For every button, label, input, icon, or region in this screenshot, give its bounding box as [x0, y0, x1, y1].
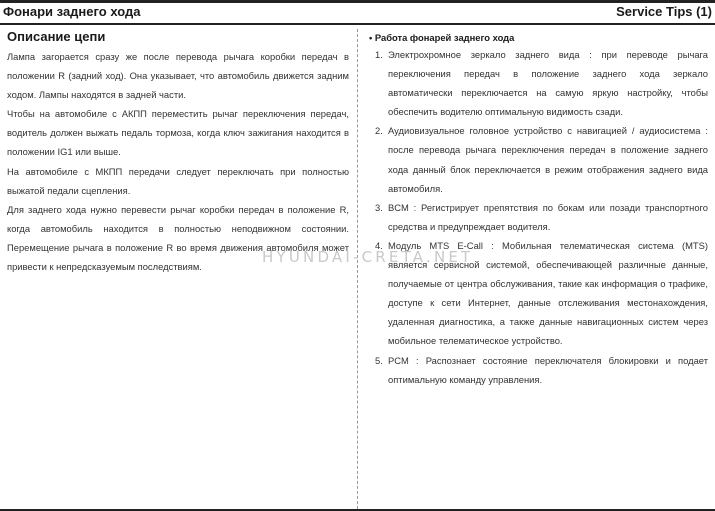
list-number: 4.: [375, 239, 383, 251]
list-text: Модуль MTS E-Call : Мобильная телематическая система (MTS) является сервисной системой, обеспечивающей различные данные, получаемые от центра обслуживания, такие как информация о трафике, доступе к сети Интернет, данные отслеживания местонахождения, удаленная диагностика, а также данные навигационных систем через мобильное телематическое устройство.: [388, 239, 708, 347]
list-item: [369, 351, 708, 389]
circuit-description-heading: Описание цепи: [7, 29, 106, 44]
operation-heading: • Работа фонарей заднего хода: [369, 32, 515, 43]
service-tips-label: Service Tips (1): [616, 4, 712, 19]
list-text: BCM : Регистрирует препятствия по бокам или позади транспортного средства и предупреждает водителя.: [388, 201, 708, 232]
description-paragraph: Для заднего хода нужно перевести рычаг коробки передач в положение R, когда автомобиль находится в полностью неподвижном состоянии. Перемещение рычага в положение R во время движения автомобиля может привести к непредсказуемым последствиям.: [7, 203, 349, 273]
watermark: HYUNDAI-CRETA.NET: [262, 248, 474, 266]
list-number: 5.: [375, 354, 383, 366]
operation-list: [369, 45, 708, 389]
list-number: 3.: [375, 201, 383, 213]
operation-section: [369, 31, 708, 389]
list-number: 1.: [375, 49, 383, 60]
list-number: 2.: [375, 125, 383, 137]
list-item: [369, 198, 708, 236]
description-paragraph: Лампа загорается сразу же после перевода рычага коробки передач в положении R (задний ход). Она указывает, что автомобиль движется задним ходом. Лампы находятся в задней части.: [7, 51, 349, 101]
list-item: [369, 121, 708, 197]
page-title: Фонари заднего хода: [3, 4, 141, 19]
list-text: Аудиовизуальное головное устройство с навигацией / аудиосистема : после перевода рычага переключения передач в положение заднего хода данный блок переключается в режим отображения заднего вида автомобиля.: [388, 125, 708, 194]
description-paragraph: На автомобиле с МКПП передачи следует переключать при полностью выжатой педали сцепления.: [7, 165, 349, 196]
list-item: [369, 45, 708, 121]
description-paragraph: Чтобы на автомобиле с АКПП переместить рычаг переключения передач, водитель должен выжать педаль тормоза, когда ключ зажигания находится в положении IG1 или выше.: [7, 108, 349, 158]
page-header: [0, 3, 715, 25]
circuit-description-section: [7, 28, 349, 276]
column-divider: [357, 29, 358, 509]
list-text: PCM : Распознает состояние переключателя блокировки и подает оптимальную команду управления.: [388, 354, 708, 385]
list-text: Электрохромное зеркало заднего вида : при переводе рычага переключения передач в положение заднего хода зеркало автоматически переключается на самую яркую настройку, чтобы обеспечить водителю оптимальную видимость сзади.: [388, 49, 708, 118]
